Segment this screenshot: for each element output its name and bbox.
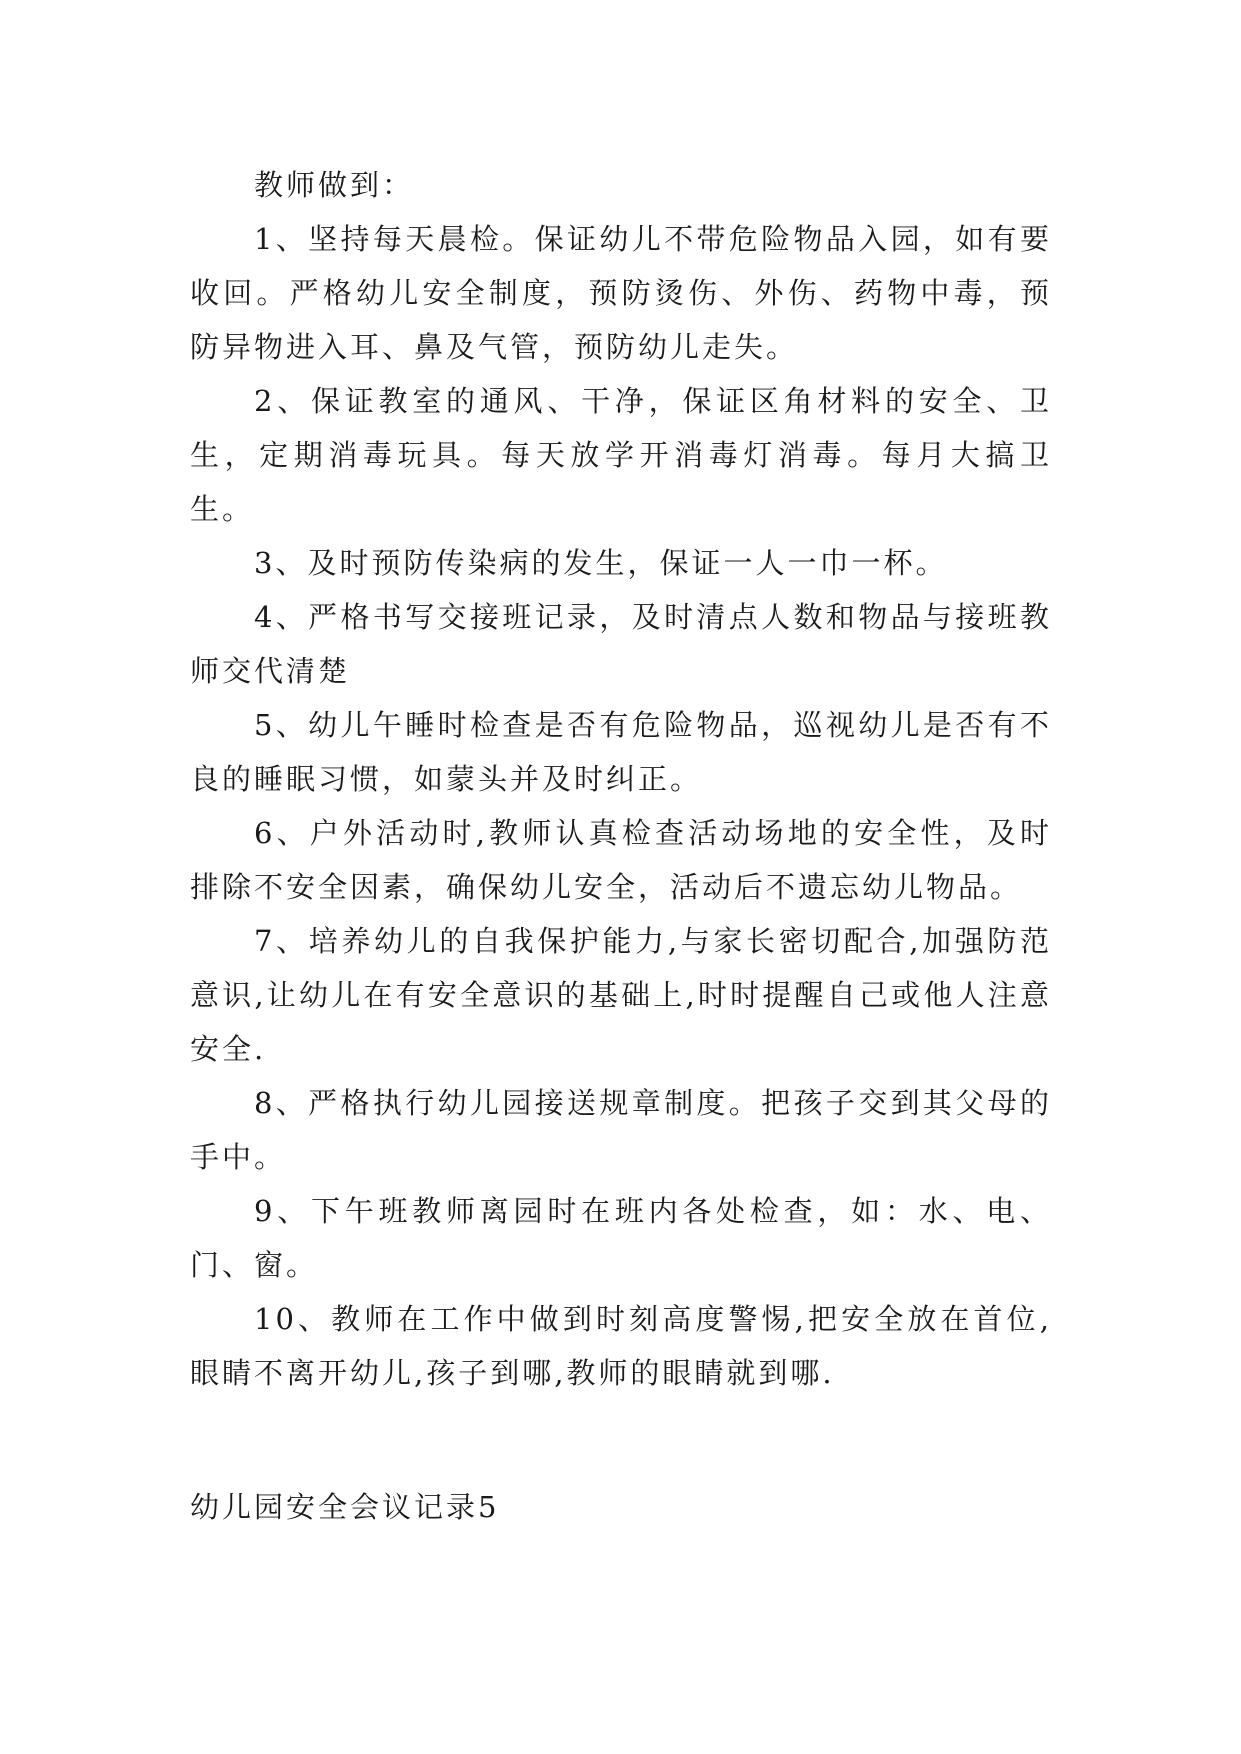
- intro-line: 教师做到：: [254, 168, 415, 202]
- list-item-5: 5、幼儿午睡时检查是否有危险物品，巡视幼儿是否有不良的睡眠习惯，如蒙头并及时纠正。: [190, 708, 1052, 796]
- list-item-10: 10、教师在工作中做到时刻高度警惕,把安全放在首位,眼睛不离开幼儿,孩子到哪,教师的眼睛就到哪.: [190, 1302, 1052, 1390]
- list-item-6: 6、户外活动时,教师认真检查活动场地的安全性，及时排除不安全因素，确保幼儿安全，活动后不遗忘幼儿物品。: [190, 816, 1052, 904]
- document-body: [190, 158, 1052, 1400]
- section-heading: 幼儿园安全会议记录5: [190, 1490, 500, 1524]
- list-item-4: 4、严格书写交接班记录，及时清点人数和物品与接班教师交代清楚: [190, 600, 1052, 688]
- list-item-7: 7、培养幼儿的自我保护能力,与家长密切配合,加强防范意识,让幼儿在有安全意识的基础上,时时提醒自己或他人注意安全.: [190, 924, 1052, 1066]
- list-item-8: 8、严格执行幼儿园接送规章制度。把孩子交到其父母的手中。: [190, 1086, 1052, 1174]
- list-item-3: 3、及时预防传染病的发生，保证一人一巾一杯。: [254, 546, 948, 580]
- list-item-9: 9、下午班教师离园时在班内各处检查，如：水、电、门、窗。: [190, 1194, 1052, 1282]
- list-item-1: 1、坚持每天晨检。保证幼儿不带危险物品入园，如有要收回。严格幼儿安全制度，预防烫伤、外伤、药物中毒，预防异物进入耳、鼻及气管，预防幼儿走失。: [190, 222, 1052, 364]
- list-item-2: 2、保证教室的通风、干净，保证区角材料的安全、卫生，定期消毒玩具。每天放学开消毒灯消毒。每月大搞卫生。: [190, 384, 1052, 526]
